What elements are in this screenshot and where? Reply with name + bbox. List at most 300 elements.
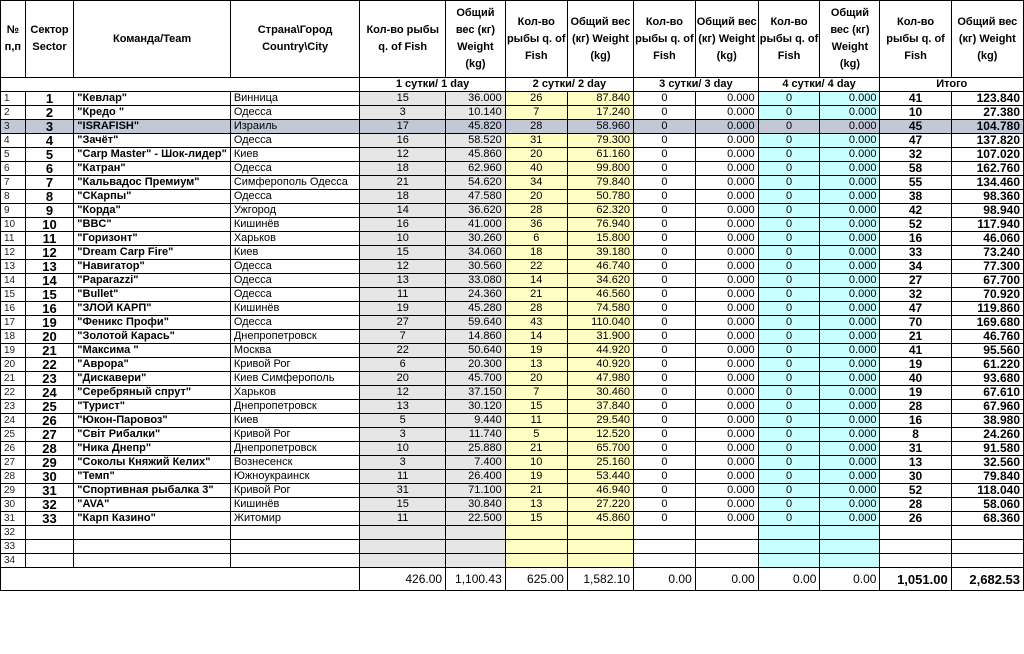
day3-weight-cell[interactable]: 0.000 bbox=[695, 428, 758, 442]
day4-weight-cell[interactable] bbox=[820, 526, 880, 540]
day4-weight-cell[interactable]: 0.000 bbox=[820, 302, 880, 316]
day3-weight-cell[interactable] bbox=[695, 526, 758, 540]
day2-qty-cell[interactable]: 13 bbox=[505, 358, 567, 372]
total-qty-cell[interactable]: 16 bbox=[880, 232, 951, 246]
day1-weight-cell[interactable]: 30.840 bbox=[446, 498, 506, 512]
day4-weight-cell[interactable]: 0.000 bbox=[820, 512, 880, 526]
total-qty-cell[interactable] bbox=[880, 526, 951, 540]
total-weight-cell[interactable]: 137.820 bbox=[951, 134, 1023, 148]
sector-cell[interactable]: 23 bbox=[25, 372, 74, 386]
total-qty-cell[interactable]: 21 bbox=[880, 330, 951, 344]
team-name-cell[interactable]: "Серебряный спрут" bbox=[74, 386, 231, 400]
team-name-cell[interactable]: "Юкон-Паровоз" bbox=[74, 414, 231, 428]
col-header-day2-qty[interactable]: Кол-во рыбы q. of Fish bbox=[505, 1, 567, 78]
day4-qty-cell[interactable]: 0 bbox=[758, 148, 820, 162]
day4-weight-cell[interactable]: 0.000 bbox=[820, 176, 880, 190]
day2-weight-cell[interactable]: 110.040 bbox=[567, 316, 633, 330]
day2-weight-cell[interactable]: 62.320 bbox=[567, 204, 633, 218]
row-number-cell[interactable]: 5 bbox=[1, 148, 26, 162]
day4-qty-cell[interactable]: 0 bbox=[758, 330, 820, 344]
day1-weight-cell[interactable]: 20.300 bbox=[446, 358, 506, 372]
total-qty-cell[interactable]: 32 bbox=[880, 288, 951, 302]
total-qty-cell[interactable] bbox=[880, 554, 951, 568]
day4-weight-cell[interactable]: 0.000 bbox=[820, 120, 880, 134]
team-name-cell[interactable]: "Кевлар" bbox=[74, 92, 231, 106]
sector-cell[interactable]: 13 bbox=[25, 260, 74, 274]
day2-qty-cell[interactable]: 13 bbox=[505, 498, 567, 512]
day1-weight-cell[interactable]: 33.080 bbox=[446, 274, 506, 288]
sector-cell[interactable]: 19 bbox=[25, 316, 74, 330]
day4-qty-cell[interactable]: 0 bbox=[758, 442, 820, 456]
day2-qty-cell[interactable]: 40 bbox=[505, 162, 567, 176]
col-header-day4-weight[interactable]: Общий вес (кг) Weight (kg) bbox=[820, 1, 880, 78]
team-name-cell[interactable]: "Золотой Карась" bbox=[74, 330, 231, 344]
day4-weight-cell[interactable]: 0.000 bbox=[820, 162, 880, 176]
day2-weight-cell[interactable]: 46.740 bbox=[567, 260, 633, 274]
team-name-cell[interactable]: "Кальвадос Премиум" bbox=[74, 176, 231, 190]
sector-cell[interactable]: 1 bbox=[25, 92, 74, 106]
day2-weight-cell[interactable]: 53.440 bbox=[567, 470, 633, 484]
day1-weight-cell[interactable]: 11.740 bbox=[446, 428, 506, 442]
col-header-num[interactable]: № п,п bbox=[1, 1, 26, 78]
day1-qty-cell[interactable]: 31 bbox=[360, 484, 446, 498]
day2-weight-cell[interactable]: 12.520 bbox=[567, 428, 633, 442]
day4-qty-cell[interactable]: 0 bbox=[758, 120, 820, 134]
day2-qty-cell[interactable]: 28 bbox=[505, 302, 567, 316]
day1-weight-cell[interactable]: 34.060 bbox=[446, 246, 506, 260]
day3-qty-cell[interactable]: 0 bbox=[634, 302, 696, 316]
country-city-cell[interactable]: Киев Симферополь bbox=[230, 372, 360, 386]
sector-cell[interactable]: 31 bbox=[25, 484, 74, 498]
day4-qty-cell[interactable]: 0 bbox=[758, 428, 820, 442]
country-city-cell[interactable]: Одесса bbox=[230, 288, 360, 302]
day3-weight-cell[interactable]: 0.000 bbox=[695, 204, 758, 218]
row-number-cell[interactable]: 16 bbox=[1, 302, 26, 316]
day2-qty-cell[interactable]: 21 bbox=[505, 442, 567, 456]
day4-qty-cell[interactable]: 0 bbox=[758, 162, 820, 176]
day4-qty-cell[interactable]: 0 bbox=[758, 512, 820, 526]
day4-weight-cell[interactable]: 0.000 bbox=[820, 218, 880, 232]
sector-cell[interactable]: 27 bbox=[25, 428, 74, 442]
day1-weight-cell[interactable]: 45.700 bbox=[446, 372, 506, 386]
sector-cell[interactable]: 10 bbox=[25, 218, 74, 232]
day1-weight-cell[interactable]: 26.400 bbox=[446, 470, 506, 484]
sector-cell[interactable]: 29 bbox=[25, 456, 74, 470]
row-number-cell[interactable]: 18 bbox=[1, 330, 26, 344]
day2-qty-cell[interactable] bbox=[505, 526, 567, 540]
col-header-country[interactable]: Страна\Город Country\City bbox=[230, 1, 360, 78]
day1-qty-cell[interactable]: 15 bbox=[360, 246, 446, 260]
day3-qty-cell[interactable]: 0 bbox=[634, 498, 696, 512]
day3-weight-cell[interactable]: 0.000 bbox=[695, 400, 758, 414]
sector-cell[interactable]: 5 bbox=[25, 148, 74, 162]
total-qty-cell[interactable]: 45 bbox=[880, 120, 951, 134]
day1-qty-cell[interactable]: 14 bbox=[360, 204, 446, 218]
day1-weight-cell[interactable] bbox=[446, 540, 506, 554]
total-weight-cell[interactable] bbox=[951, 554, 1023, 568]
day3-qty-cell[interactable]: 0 bbox=[634, 288, 696, 302]
country-city-cell[interactable] bbox=[230, 540, 360, 554]
day3-qty-cell[interactable]: 0 bbox=[634, 148, 696, 162]
team-name-cell[interactable]: "Bullet" bbox=[74, 288, 231, 302]
day1-qty-cell[interactable]: 12 bbox=[360, 148, 446, 162]
day2-weight-cell[interactable]: 31.900 bbox=[567, 330, 633, 344]
sector-cell[interactable] bbox=[25, 526, 74, 540]
day2-weight-cell[interactable]: 29.540 bbox=[567, 414, 633, 428]
day2-qty-cell[interactable]: 34 bbox=[505, 176, 567, 190]
day4-weight-cell[interactable]: 0.000 bbox=[820, 414, 880, 428]
day1-qty-cell[interactable]: 11 bbox=[360, 512, 446, 526]
day1-qty-cell[interactable] bbox=[360, 540, 446, 554]
day1-weight-cell[interactable]: 30.260 bbox=[446, 232, 506, 246]
total-qty-cell[interactable]: 16 bbox=[880, 414, 951, 428]
country-city-cell[interactable] bbox=[230, 554, 360, 568]
sector-cell[interactable]: 6 bbox=[25, 162, 74, 176]
total-qty-cell[interactable]: 34 bbox=[880, 260, 951, 274]
day4-qty-cell[interactable]: 0 bbox=[758, 134, 820, 148]
day4-label[interactable]: 4 сутки/ 4 day bbox=[758, 78, 880, 92]
total-qty-cell[interactable]: 28 bbox=[880, 400, 951, 414]
row-number-cell[interactable]: 21 bbox=[1, 372, 26, 386]
row-number-cell[interactable]: 25 bbox=[1, 428, 26, 442]
country-city-cell[interactable]: Кишинёв bbox=[230, 498, 360, 512]
row-number-cell[interactable]: 4 bbox=[1, 134, 26, 148]
day4-qty-cell[interactable]: 0 bbox=[758, 316, 820, 330]
day2-weight-cell[interactable]: 25.160 bbox=[567, 456, 633, 470]
day1-qty-cell[interactable]: 5 bbox=[360, 414, 446, 428]
day1-weight-cell[interactable]: 30.120 bbox=[446, 400, 506, 414]
day2-weight-cell[interactable] bbox=[567, 526, 633, 540]
day2-qty-cell[interactable]: 15 bbox=[505, 512, 567, 526]
sector-cell[interactable]: 28 bbox=[25, 442, 74, 456]
total-qty-cell[interactable]: 10 bbox=[880, 106, 951, 120]
team-name-cell[interactable]: "ISRAFISH" bbox=[74, 120, 231, 134]
sector-cell[interactable]: 24 bbox=[25, 386, 74, 400]
day2-qty-cell[interactable]: 7 bbox=[505, 386, 567, 400]
day3-weight-cell[interactable]: 0.000 bbox=[695, 484, 758, 498]
row-number-cell[interactable]: 1 bbox=[1, 92, 26, 106]
day1-weight-cell[interactable]: 14.860 bbox=[446, 330, 506, 344]
day4-weight-cell[interactable]: 0.000 bbox=[820, 372, 880, 386]
day4-weight-cell[interactable]: 0.000 bbox=[820, 134, 880, 148]
day3-weight-cell[interactable]: 0.000 bbox=[695, 232, 758, 246]
row-number-cell[interactable]: 30 bbox=[1, 498, 26, 512]
day3-label[interactable]: 3 сутки/ 3 day bbox=[634, 78, 759, 92]
day3-weight-cell[interactable]: 0.000 bbox=[695, 386, 758, 400]
sector-cell[interactable]: 26 bbox=[25, 414, 74, 428]
sector-cell[interactable]: 20 bbox=[25, 330, 74, 344]
team-name-cell[interactable]: "Темп" bbox=[74, 470, 231, 484]
day4-weight-cell[interactable]: 0.000 bbox=[820, 456, 880, 470]
day3-weight-cell[interactable]: 0.000 bbox=[695, 316, 758, 330]
row-number-cell[interactable]: 24 bbox=[1, 414, 26, 428]
day3-qty-cell[interactable]: 0 bbox=[634, 204, 696, 218]
day3-qty-cell[interactable]: 0 bbox=[634, 512, 696, 526]
row-number-cell[interactable]: 23 bbox=[1, 400, 26, 414]
day4-qty-cell[interactable]: 0 bbox=[758, 414, 820, 428]
total-q4-cell[interactable]: 0.00 bbox=[758, 568, 820, 591]
row-number-cell[interactable]: 17 bbox=[1, 316, 26, 330]
day2-weight-cell[interactable] bbox=[567, 540, 633, 554]
team-name-cell[interactable]: "Paparazzi" bbox=[74, 274, 231, 288]
day1-qty-cell[interactable]: 27 bbox=[360, 316, 446, 330]
day3-qty-cell[interactable]: 0 bbox=[634, 120, 696, 134]
day3-weight-cell[interactable]: 0.000 bbox=[695, 148, 758, 162]
day3-weight-cell[interactable]: 0.000 bbox=[695, 162, 758, 176]
day2-qty-cell[interactable]: 19 bbox=[505, 344, 567, 358]
total-q3-cell[interactable]: 0.00 bbox=[634, 568, 696, 591]
day4-qty-cell[interactable]: 0 bbox=[758, 386, 820, 400]
day4-qty-cell[interactable]: 0 bbox=[758, 484, 820, 498]
day1-weight-cell[interactable]: 36.620 bbox=[446, 204, 506, 218]
sector-cell[interactable] bbox=[25, 540, 74, 554]
day3-weight-cell[interactable]: 0.000 bbox=[695, 330, 758, 344]
row-number-cell[interactable]: 32 bbox=[1, 526, 26, 540]
day4-qty-cell[interactable]: 0 bbox=[758, 470, 820, 484]
total-qty-cell[interactable]: 41 bbox=[880, 92, 951, 106]
day3-weight-cell[interactable]: 0.000 bbox=[695, 120, 758, 134]
country-city-cell[interactable]: Одесса bbox=[230, 316, 360, 330]
day2-qty-cell[interactable]: 10 bbox=[505, 456, 567, 470]
day4-qty-cell[interactable]: 0 bbox=[758, 190, 820, 204]
country-city-cell[interactable]: Житомир bbox=[230, 512, 360, 526]
country-city-cell[interactable]: Москва bbox=[230, 344, 360, 358]
total-label[interactable]: Итого bbox=[880, 78, 1024, 92]
day2-qty-cell[interactable]: 18 bbox=[505, 246, 567, 260]
row-number-cell[interactable]: 8 bbox=[1, 190, 26, 204]
sector-cell[interactable]: 7 bbox=[25, 176, 74, 190]
day3-qty-cell[interactable]: 0 bbox=[634, 386, 696, 400]
day2-weight-cell[interactable]: 50.780 bbox=[567, 190, 633, 204]
day2-qty-cell[interactable]: 14 bbox=[505, 330, 567, 344]
team-name-cell[interactable] bbox=[74, 540, 231, 554]
day1-weight-cell[interactable]: 10.140 bbox=[446, 106, 506, 120]
day2-weight-cell[interactable]: 74.580 bbox=[567, 302, 633, 316]
day4-weight-cell[interactable]: 0.000 bbox=[820, 498, 880, 512]
row-number-cell[interactable]: 28 bbox=[1, 470, 26, 484]
day3-qty-cell[interactable]: 0 bbox=[634, 176, 696, 190]
day2-qty-cell[interactable]: 5 bbox=[505, 428, 567, 442]
day3-weight-cell[interactable]: 0.000 bbox=[695, 498, 758, 512]
country-city-cell[interactable]: Одесса bbox=[230, 162, 360, 176]
total-weight-cell[interactable]: 27.380 bbox=[951, 106, 1023, 120]
team-name-cell[interactable]: "Dream Carp Fire" bbox=[74, 246, 231, 260]
day3-qty-cell[interactable]: 0 bbox=[634, 134, 696, 148]
day2-qty-cell[interactable]: 43 bbox=[505, 316, 567, 330]
day3-qty-cell[interactable]: 0 bbox=[634, 190, 696, 204]
day2-qty-cell[interactable]: 7 bbox=[505, 106, 567, 120]
day3-qty-cell[interactable]: 0 bbox=[634, 274, 696, 288]
day2-weight-cell[interactable]: 30.460 bbox=[567, 386, 633, 400]
col-header-total-weight[interactable]: Общий вес (кг) Weight (kg) bbox=[951, 1, 1023, 78]
day2-weight-cell[interactable]: 45.860 bbox=[567, 512, 633, 526]
sector-cell[interactable]: 8 bbox=[25, 190, 74, 204]
team-name-cell[interactable]: "Світ Рибалки" bbox=[74, 428, 231, 442]
row-number-cell[interactable]: 10 bbox=[1, 218, 26, 232]
sector-cell[interactable]: 2 bbox=[25, 106, 74, 120]
day2-qty-cell[interactable]: 6 bbox=[505, 232, 567, 246]
day4-qty-cell[interactable]: 0 bbox=[758, 92, 820, 106]
day2-qty-cell[interactable] bbox=[505, 554, 567, 568]
day4-qty-cell[interactable]: 0 bbox=[758, 344, 820, 358]
day3-qty-cell[interactable]: 0 bbox=[634, 358, 696, 372]
day2-weight-cell[interactable]: 79.840 bbox=[567, 176, 633, 190]
sector-cell[interactable]: 25 bbox=[25, 400, 74, 414]
day4-weight-cell[interactable]: 0.000 bbox=[820, 288, 880, 302]
day1-weight-cell[interactable]: 54.620 bbox=[446, 176, 506, 190]
sector-cell[interactable]: 33 bbox=[25, 512, 74, 526]
country-city-cell[interactable]: Кривой Рог bbox=[230, 484, 360, 498]
total-qt-cell[interactable]: 1,051.00 bbox=[880, 568, 951, 591]
total-qty-cell[interactable]: 42 bbox=[880, 204, 951, 218]
country-city-cell[interactable]: Кишинёв bbox=[230, 302, 360, 316]
country-city-cell[interactable]: Кишинёв bbox=[230, 218, 360, 232]
day1-weight-cell[interactable]: 25.880 bbox=[446, 442, 506, 456]
day1-weight-cell[interactable]: 45.820 bbox=[446, 120, 506, 134]
day2-weight-cell[interactable]: 40.920 bbox=[567, 358, 633, 372]
country-city-cell[interactable]: Одесса bbox=[230, 106, 360, 120]
day2-qty-cell[interactable]: 21 bbox=[505, 484, 567, 498]
total-weight-cell[interactable]: 169.680 bbox=[951, 316, 1023, 330]
team-name-cell[interactable]: "Горизонт" bbox=[74, 232, 231, 246]
day4-weight-cell[interactable] bbox=[820, 540, 880, 554]
row-number-cell[interactable]: 12 bbox=[1, 246, 26, 260]
total-weight-cell[interactable]: 58.060 bbox=[951, 498, 1023, 512]
total-weight-cell[interactable]: 73.240 bbox=[951, 246, 1023, 260]
day2-qty-cell[interactable]: 22 bbox=[505, 260, 567, 274]
day2-qty-cell[interactable]: 26 bbox=[505, 92, 567, 106]
day2-qty-cell[interactable]: 28 bbox=[505, 204, 567, 218]
day3-qty-cell[interactable]: 0 bbox=[634, 92, 696, 106]
day4-qty-cell[interactable]: 0 bbox=[758, 400, 820, 414]
row-number-cell[interactable]: 6 bbox=[1, 162, 26, 176]
team-name-cell[interactable]: "Carp Master" - Шок-лидер" bbox=[74, 148, 231, 162]
row-number-cell[interactable]: 7 bbox=[1, 176, 26, 190]
day4-qty-cell[interactable]: 0 bbox=[758, 302, 820, 316]
team-name-cell[interactable]: "AVA" bbox=[74, 498, 231, 512]
row-number-cell[interactable]: 13 bbox=[1, 260, 26, 274]
country-city-cell[interactable]: Южноукраинск bbox=[230, 470, 360, 484]
total-qty-cell[interactable]: 47 bbox=[880, 134, 951, 148]
total-qty-cell[interactable]: 19 bbox=[880, 358, 951, 372]
row-number-cell[interactable]: 31 bbox=[1, 512, 26, 526]
team-name-cell[interactable]: "Ника Днепр" bbox=[74, 442, 231, 456]
day4-qty-cell[interactable]: 0 bbox=[758, 176, 820, 190]
day3-weight-cell[interactable]: 0.000 bbox=[695, 260, 758, 274]
total-qty-cell[interactable]: 8 bbox=[880, 428, 951, 442]
country-city-cell[interactable]: Кривой Рог bbox=[230, 428, 360, 442]
total-weight-cell[interactable]: 107.020 bbox=[951, 148, 1023, 162]
day4-weight-cell[interactable]: 0.000 bbox=[820, 428, 880, 442]
day3-qty-cell[interactable]: 0 bbox=[634, 484, 696, 498]
country-city-cell[interactable]: Израиль bbox=[230, 120, 360, 134]
day4-weight-cell[interactable]: 0.000 bbox=[820, 260, 880, 274]
total-weight-cell[interactable]: 67.610 bbox=[951, 386, 1023, 400]
day4-qty-cell[interactable]: 0 bbox=[758, 232, 820, 246]
team-name-cell[interactable]: "Карп Казино" bbox=[74, 512, 231, 526]
day3-weight-cell[interactable]: 0.000 bbox=[695, 274, 758, 288]
day3-weight-cell[interactable] bbox=[695, 540, 758, 554]
day4-weight-cell[interactable]: 0.000 bbox=[820, 190, 880, 204]
total-qty-cell[interactable]: 28 bbox=[880, 498, 951, 512]
day1-qty-cell[interactable]: 3 bbox=[360, 428, 446, 442]
total-qty-cell[interactable]: 19 bbox=[880, 386, 951, 400]
total-qty-cell[interactable]: 52 bbox=[880, 484, 951, 498]
col-header-team[interactable]: Команда/Team bbox=[74, 1, 231, 78]
team-name-cell[interactable] bbox=[74, 526, 231, 540]
total-qty-cell[interactable]: 33 bbox=[880, 246, 951, 260]
country-city-cell[interactable]: Одесса bbox=[230, 190, 360, 204]
row-number-cell[interactable]: 3 bbox=[1, 120, 26, 134]
total-weight-cell[interactable]: 117.940 bbox=[951, 218, 1023, 232]
day3-weight-cell[interactable]: 0.000 bbox=[695, 442, 758, 456]
day1-weight-cell[interactable]: 62.960 bbox=[446, 162, 506, 176]
day2-weight-cell[interactable]: 79.300 bbox=[567, 134, 633, 148]
day3-qty-cell[interactable] bbox=[634, 554, 696, 568]
sector-cell[interactable]: 15 bbox=[25, 288, 74, 302]
country-city-cell[interactable]: Одесса bbox=[230, 274, 360, 288]
day2-weight-cell[interactable]: 61.160 bbox=[567, 148, 633, 162]
day1-qty-cell[interactable]: 16 bbox=[360, 218, 446, 232]
sector-cell[interactable]: 22 bbox=[25, 358, 74, 372]
total-weight-cell[interactable]: 46.060 bbox=[951, 232, 1023, 246]
day1-weight-cell[interactable]: 59.640 bbox=[446, 316, 506, 330]
day1-qty-cell[interactable]: 7 bbox=[360, 330, 446, 344]
total-weight-cell[interactable]: 67.960 bbox=[951, 400, 1023, 414]
team-name-cell[interactable]: "Спортивная рыбалка 3" bbox=[74, 484, 231, 498]
day3-weight-cell[interactable]: 0.000 bbox=[695, 456, 758, 470]
day4-qty-cell[interactable] bbox=[758, 526, 820, 540]
day1-qty-cell[interactable]: 22 bbox=[360, 344, 446, 358]
day1-weight-cell[interactable] bbox=[446, 526, 506, 540]
day4-qty-cell[interactable]: 0 bbox=[758, 260, 820, 274]
day1-weight-cell[interactable]: 37.150 bbox=[446, 386, 506, 400]
day4-qty-cell[interactable]: 0 bbox=[758, 498, 820, 512]
day3-weight-cell[interactable] bbox=[695, 554, 758, 568]
day1-qty-cell[interactable] bbox=[360, 526, 446, 540]
day4-weight-cell[interactable]: 0.000 bbox=[820, 204, 880, 218]
day1-qty-cell[interactable]: 10 bbox=[360, 232, 446, 246]
total-weight-cell[interactable]: 70.920 bbox=[951, 288, 1023, 302]
total-weight-cell[interactable]: 32.560 bbox=[951, 456, 1023, 470]
row-number-cell[interactable]: 11 bbox=[1, 232, 26, 246]
day1-qty-cell[interactable]: 11 bbox=[360, 470, 446, 484]
day1-weight-cell[interactable]: 30.560 bbox=[446, 260, 506, 274]
row-number-cell[interactable]: 27 bbox=[1, 456, 26, 470]
total-q1-cell[interactable]: 426.00 bbox=[360, 568, 446, 591]
total-qty-cell[interactable]: 47 bbox=[880, 302, 951, 316]
country-city-cell[interactable]: Винница bbox=[230, 92, 360, 106]
day4-qty-cell[interactable]: 0 bbox=[758, 204, 820, 218]
day1-weight-cell[interactable]: 71.100 bbox=[446, 484, 506, 498]
total-qty-cell[interactable]: 52 bbox=[880, 218, 951, 232]
day1-weight-cell[interactable]: 45.860 bbox=[446, 148, 506, 162]
total-weight-cell[interactable]: 46.760 bbox=[951, 330, 1023, 344]
day1-weight-cell[interactable]: 22.500 bbox=[446, 512, 506, 526]
day1-qty-cell[interactable]: 21 bbox=[360, 176, 446, 190]
day1-qty-cell[interactable]: 15 bbox=[360, 498, 446, 512]
country-city-cell[interactable]: Днепропетровск bbox=[230, 442, 360, 456]
sector-cell[interactable] bbox=[25, 554, 74, 568]
day3-weight-cell[interactable]: 0.000 bbox=[695, 414, 758, 428]
day1-label[interactable]: 1 сутки/ 1 day bbox=[360, 78, 505, 92]
day4-qty-cell[interactable]: 0 bbox=[758, 106, 820, 120]
day2-qty-cell[interactable]: 11 bbox=[505, 414, 567, 428]
country-city-cell[interactable]: Вознесенск bbox=[230, 456, 360, 470]
total-weight-cell[interactable]: 91.580 bbox=[951, 442, 1023, 456]
col-header-day1-weight[interactable]: Общий вес (кг) Weight (kg) bbox=[446, 1, 506, 78]
col-header-day3-weight[interactable]: Общий вес (кг) Weight (kg) bbox=[695, 1, 758, 78]
